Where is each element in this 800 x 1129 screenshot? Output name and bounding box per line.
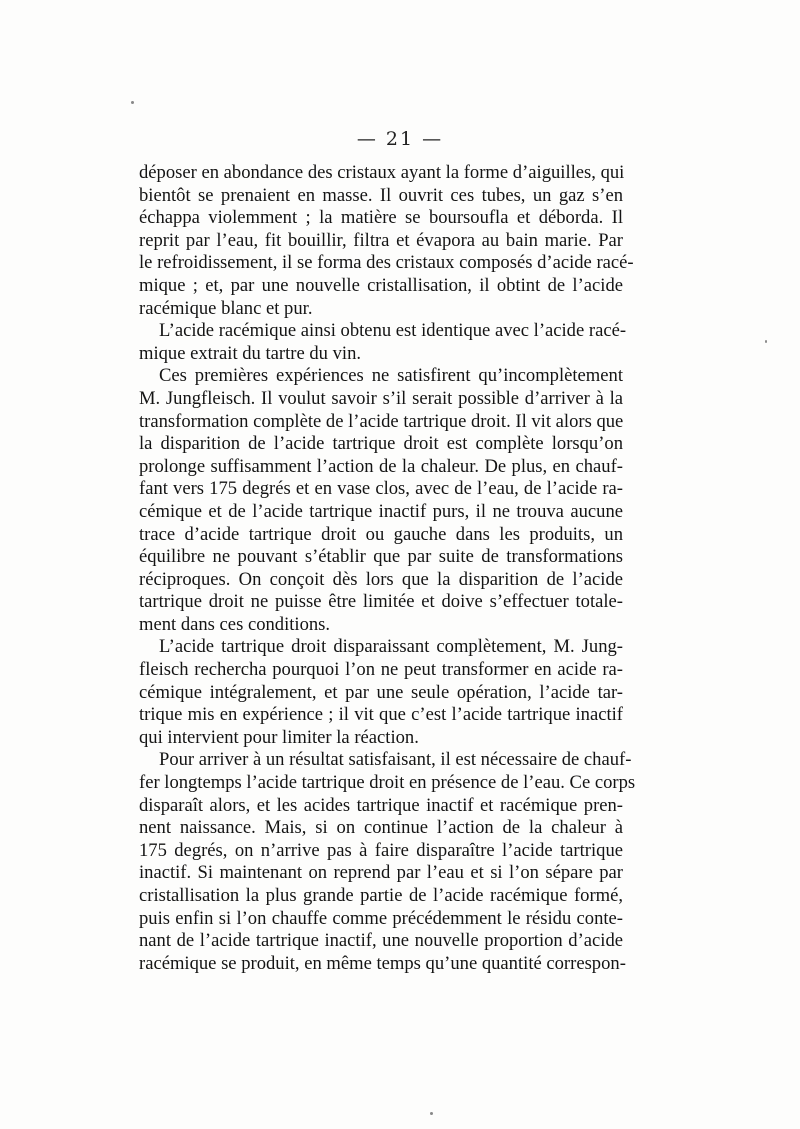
page-number: — 21 —: [356, 128, 444, 150]
text-line: Pour arriver à un résultat satisfaisant, il est nécessaire de chauf-: [159, 749, 632, 771]
text-line: nent naissance. Mais, si on continue l’action de la chaleur à: [139, 817, 623, 839]
text-line: disparaît alors, et les acides tartrique inactif et racémique pren-: [139, 794, 623, 816]
text-line: prolonge suffisamment l’action de la chaleur. De plus, en chauf-: [139, 455, 623, 477]
text-line: fer longtemps l’acide tartrique droit en présence de l’eau. Ce corps: [139, 772, 636, 794]
text-line: inactif. Si maintenant on reprend par l’eau et si l’on sépare par: [139, 862, 623, 884]
text-line: transformation complète de l’acide tartrique droit. Il vit alors que: [139, 410, 624, 432]
text-line: M. Jungfleisch. Il voulut savoir s’il serait possible d’arriver à la: [139, 387, 623, 409]
scan-speck: [430, 1112, 433, 1115]
text-line: reprit par l’eau, fit bouillir, filtra et évapora au bain marie. Par: [139, 229, 623, 251]
text-line: cémique et de l’acide tartrique inactif purs, il ne trouva aucune: [139, 500, 623, 522]
text-line: L’acide racémique ainsi obtenu est identique avec l’acide racé-: [159, 320, 627, 342]
text-line: fant vers 175 degrés et en vase clos, avec de l’eau, de l’acide ra-: [139, 478, 623, 500]
text-line: mique ; et, par une nouvelle cristallisation, il obtint de l’acide: [139, 274, 623, 296]
paragraph: [139, 365, 623, 636]
text-line: tartrique droit ne puisse être limitée et doive s’effectuer totale-: [139, 591, 623, 613]
text-line: L’acide tartrique droit disparaissant complètement, M. Jung-: [159, 636, 623, 658]
text-line: réciproques. On conçoit dès lors que la disparition de l’acide: [139, 568, 623, 590]
text-line: cémique intégralement, et par une seule opération, l’acide tar-: [139, 681, 623, 703]
text-line: mique extrait du tartre du vin.: [139, 342, 362, 364]
text-line: trique mis en expérience ; il vit que c’est l’acide tartrique inactif: [139, 704, 623, 726]
text-line: déposer en abondance des cristaux ayant la forme d’aiguilles, qui: [139, 162, 625, 183]
text-line: 175 degrés, on n’arrive pas à faire disparaître l’acide tartrique: [139, 839, 623, 861]
text-line: trace d’acide tartrique droit ou gauche dans les produits, un: [139, 523, 623, 545]
paragraph: [139, 749, 636, 975]
text-line: nant de l’acide tartrique inactif, une nouvelle proportion d’acide: [139, 930, 623, 952]
scan-speck: [131, 101, 134, 104]
text-line: la disparition de l’acide tartrique droit est complète lorsqu’on: [139, 433, 623, 455]
paragraph: [139, 162, 634, 320]
text-line: ment dans ces conditions.: [139, 613, 331, 635]
text-line: Ces premières expériences ne satisfirent qu’incomplètement: [159, 365, 623, 387]
text-line: puis enfin si l’on chauffe comme précédemment le résidu conte-: [139, 907, 623, 929]
text-line: racémique blanc et pur.: [139, 297, 313, 319]
paragraph: [139, 636, 623, 749]
text-line: qui intervient pour limiter la réaction.: [139, 726, 419, 748]
scan-speck: [765, 340, 767, 343]
text-line: racémique se produit, en même temps qu’une quantité correspon-: [139, 952, 626, 974]
text-line: fleisch rechercha pourquoi l’on ne peut transformer en acide ra-: [139, 659, 623, 681]
paragraph: [139, 320, 627, 365]
text-line: bientôt se prenaient en masse. Il ouvrit ces tubes, un gaz s’en: [139, 184, 623, 206]
text-line: cristallisation la plus grande partie de l’acide racémique formé,: [139, 885, 623, 906]
body-text: [139, 162, 636, 975]
text-line: équilibre ne pouvant s’établir que par suite de transformations: [139, 546, 623, 568]
text-line: échappa violemment ; la matière se boursoufla et déborda. Il: [139, 207, 623, 229]
text-line: le refroidissement, il se forma des cristaux composés d’acide racé-: [139, 252, 634, 274]
